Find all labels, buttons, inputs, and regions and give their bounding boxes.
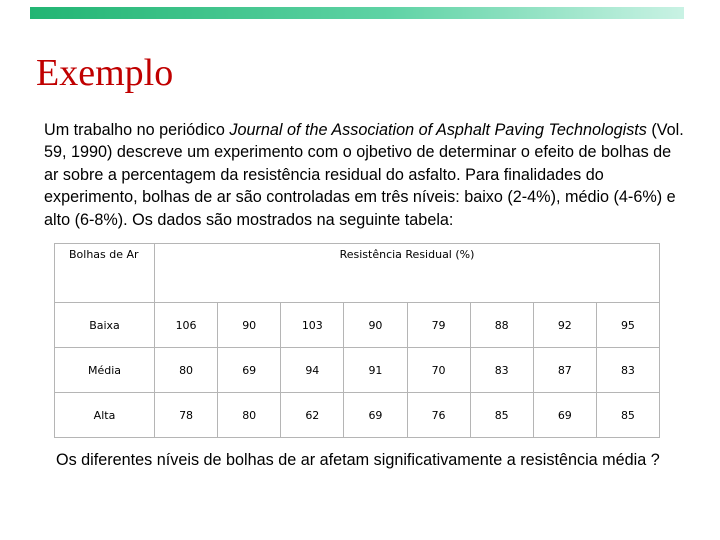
table-cell: 106: [155, 303, 218, 348]
table-cell: 80: [218, 393, 281, 438]
journal-name: Journal of the Association of Asphalt Paving Technologists: [229, 121, 647, 139]
table-cell: 88: [470, 303, 533, 348]
table-cell: 83: [596, 348, 659, 393]
header-air-voids: Bolhas de Ar: [55, 244, 155, 303]
table-cell: 90: [344, 303, 407, 348]
table-cell: 62: [281, 393, 344, 438]
table-row: [55, 348, 660, 393]
data-table-container: [54, 243, 660, 433]
row-label: Média: [55, 348, 155, 393]
table-cell: 83: [470, 348, 533, 393]
slide-title: Exemplo: [36, 52, 174, 94]
table-cell: 69: [218, 348, 281, 393]
table-cell: 78: [155, 393, 218, 438]
row-label: Baixa: [55, 303, 155, 348]
intro-text-after: (Vol. 59, 1990) descreve um experimento com o ojbetivo de determinar o efeito de bolhas de ar sobre a percentagem da resistência residual do asfalto. Para finalidades do experimento, bolhas de ar são controladas em três níveis: baixo (2-4%), médio (4-6%) e alto (6-8%). Os dados são mostrados na seguinte tabela:: [44, 121, 684, 229]
intro-paragraph: [44, 119, 689, 231]
residual-strength-table: [54, 243, 660, 438]
table-cell: 95: [596, 303, 659, 348]
table-cell: 103: [281, 303, 344, 348]
table-cell: 69: [533, 393, 596, 438]
question-text: Os diferentes níveis de bolhas de ar afetam significativamente a resistência média ?: [56, 451, 660, 469]
table-cell: 69: [344, 393, 407, 438]
table-cell: 76: [407, 393, 470, 438]
table-cell: 80: [155, 348, 218, 393]
header-residual-strength: Resistência Residual (%): [155, 244, 660, 303]
table-cell: 85: [596, 393, 659, 438]
table-cell: 91: [344, 348, 407, 393]
table-header-row: [55, 244, 660, 303]
row-label: Alta: [55, 393, 155, 438]
table-cell: 90: [218, 303, 281, 348]
table-cell: 85: [470, 393, 533, 438]
table-cell: 92: [533, 303, 596, 348]
table-cell: 70: [407, 348, 470, 393]
table-row: [55, 393, 660, 438]
decorative-top-bar: [30, 7, 684, 19]
table-cell: 79: [407, 303, 470, 348]
table-cell: 87: [533, 348, 596, 393]
table-row: [55, 303, 660, 348]
table-cell: 94: [281, 348, 344, 393]
intro-text-before: Um trabalho no periódico: [44, 121, 230, 139]
